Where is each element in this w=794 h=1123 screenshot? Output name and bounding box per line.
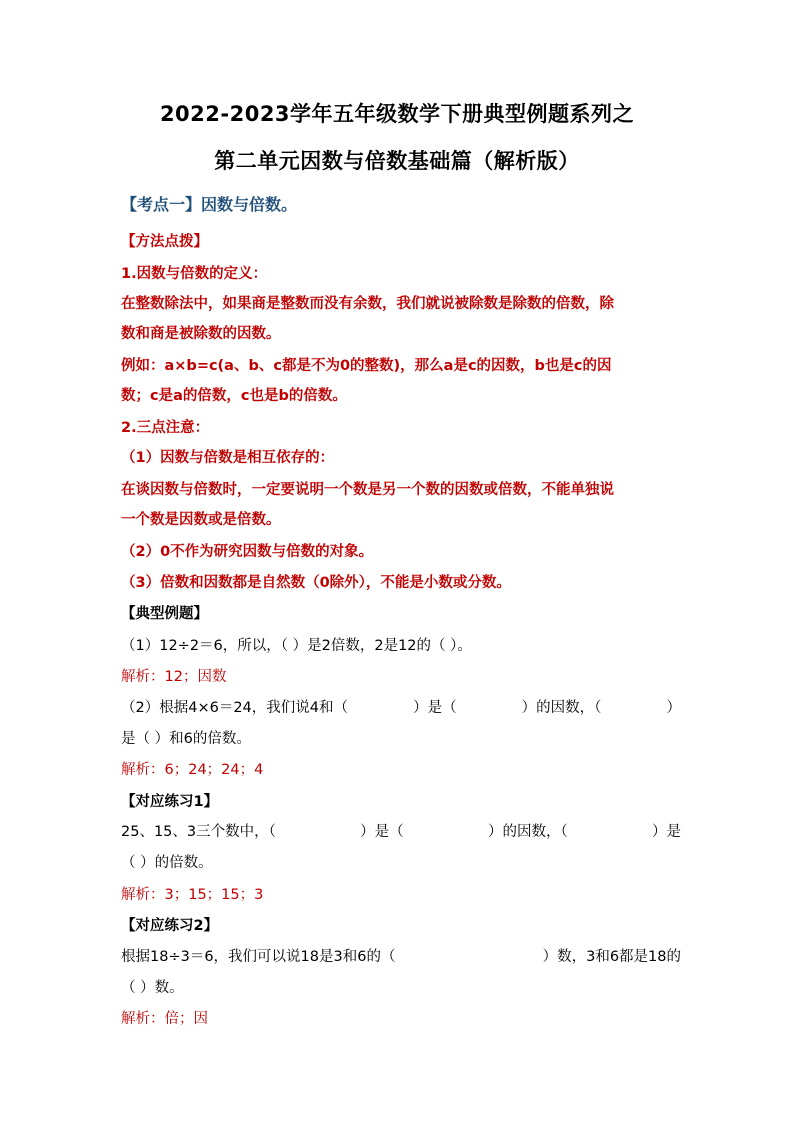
q2-part-1: （2）根据4×6＝24，我们说4和（ [121,700,349,716]
practice-2-heading: 【对应练习2】 [121,918,219,934]
practice-2-question-line-2: （ ）数。 [121,980,184,996]
q2-part-4: ） [666,700,681,716]
p2-part-2: ）数，3和6都是18的 [542,949,681,965]
p2-part-1: 根据18÷3＝6，我们可以说18是3和6的（ [121,949,396,965]
practice-1-question-line-2: （ ）的倍数。 [121,855,213,871]
method-heading: 【方法点拨】 [121,234,208,250]
note-1-text-2: 一个数是因数或是倍数。 [121,512,281,528]
example-text-2: 数；c是a的倍数，c也是b的倍数。 [121,388,347,404]
notes-title: 2.三点注意： [121,420,210,436]
note-1-title: （1）因数与倍数是相互依存的： [121,450,335,466]
definition-text-2: 数和商是被除数的因数。 [121,326,281,342]
document-title-line-2: 第二单元因数与倍数基础篇（解析版） [214,149,580,173]
example-question-2-line-2: 是（ ）和6的倍数。 [121,731,251,747]
example-answer-1: 解析：12；因数 [121,669,227,685]
note-2: （2）0不作为研究因数与倍数的对象。 [121,544,374,560]
q2-part-3: ）的因数，（ [521,700,602,716]
example-question-1: （1）12÷2＝6，所以，（ ）是2倍数，2是12的（ ）。 [121,638,472,654]
example-answer-2: 解析：6；24；24；4 [121,762,264,778]
practice-2-question-line-1 [121,945,681,966]
p1-part-2: ）是（ [360,824,404,840]
practice-1-question-line-1 [121,820,681,841]
examples-heading: 【典型例题】 [121,606,208,622]
practice-1-heading: 【对应练习1】 [121,794,219,810]
practice-2-answer: 解析：倍；因 [121,1011,208,1027]
example-text-1: 例如：a×b=c(a、b、c都是不为0的整数)，那么a是c的因数，b也是c的因 [121,358,612,374]
p1-part-4: ）是 [651,824,681,840]
section-heading: 【考点一】因数与倍数。 [121,195,298,214]
definition-text-1: 在整数除法中，如果商是整数而没有余数，我们就说被除数是除数的倍数，除 [121,296,614,312]
p1-part-1: 25、15、3三个数中，（ [121,824,276,840]
practice-1-answer: 解析：3；15；15；3 [121,887,264,903]
definition-title: 1.因数与倍数的定义： [121,266,268,282]
document-title-line-1: 2022-2023学年五年级数学下册典型例题系列之 [159,102,635,126]
q2-part-2: ）是（ [413,700,457,716]
note-1-text-1: 在谈因数与倍数时，一定要说明一个数是另一个数的因数或倍数，不能单独说 [121,482,614,498]
p1-part-3: ）的因数，（ [487,824,568,840]
note-3: （3）倍数和因数都是自然数（0除外），不能是小数或分数。 [121,575,511,591]
example-question-2-line-1 [121,696,681,717]
